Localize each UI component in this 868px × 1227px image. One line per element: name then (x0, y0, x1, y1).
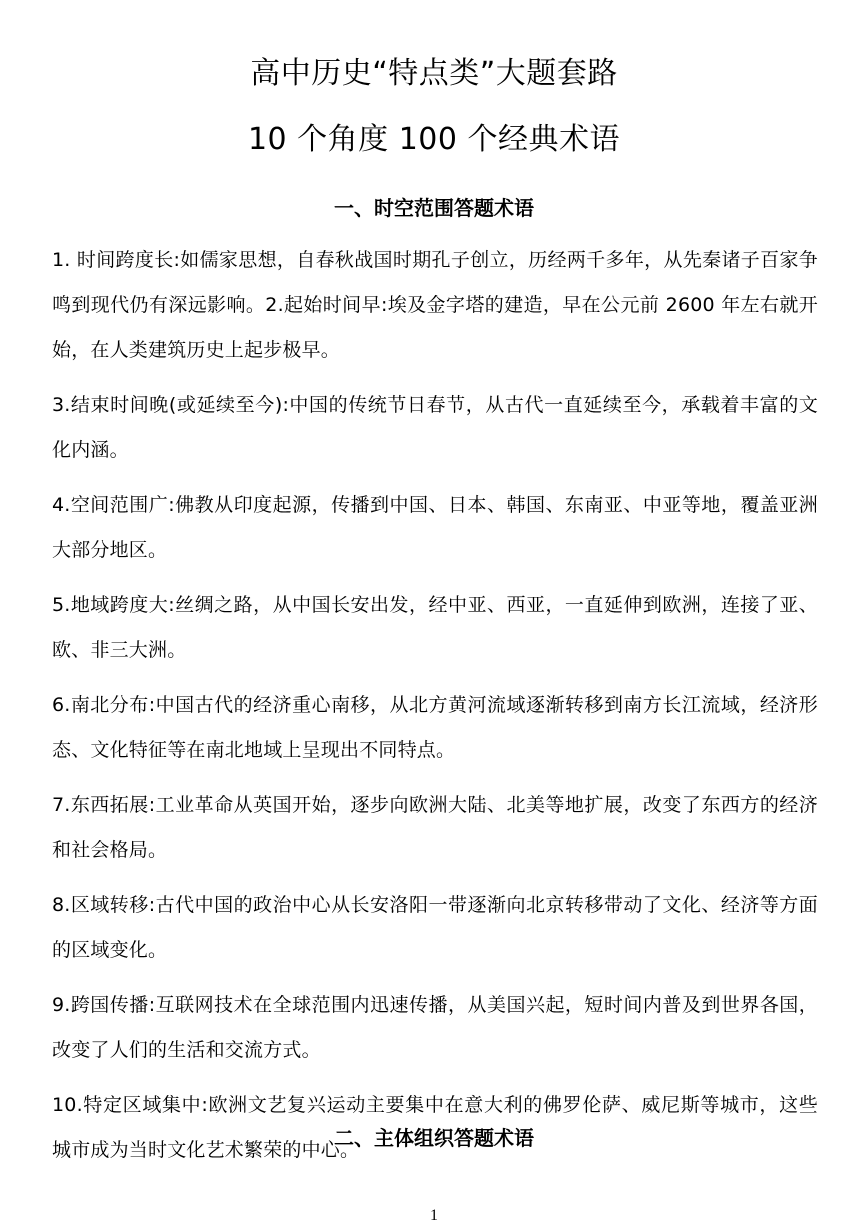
paragraph-1: 1. 时间跨度长:如儒家思想，自春秋战国时期孔子创立，历经两千多年，从先秦诸子百家争鸣到现代仍有深远影响。2.起始时间早:埃及金字塔的建造，早在公元前 2600 年左右就开始，在人类建筑历史上起步极早。 (52, 249, 818, 361)
paragraph-10: 10.特定区域集中:欧洲文艺复兴运动主要集中在意大利的佛罗伦萨、威尼斯等城市，这些城市成为当时文化艺术繁荣的中心。 (52, 1094, 818, 1161)
document-title: 高中历史“特点类”大题套路 (250, 56, 618, 91)
paragraph-4: 4.空间范围广:佛教从印度起源，传播到中国、日本、韩国、东南亚、中亚等地，覆盖亚洲大部分地区。 (52, 494, 818, 561)
paragraph-8: 8.区域转移:古代中国的政治中心从长安洛阳一带逐渐向北京转移带动了文化、经济等方面的区域变化。 (52, 894, 818, 961)
paragraph-3: 3.结束时间晚(或延续至今):中国的传统节日春节，从古代一直延续至今，承载着丰富的文化内涵。 (52, 394, 818, 461)
paragraph-6: 6.南北分布:中国古代的经济重心南移，从北方黄河流域逐渐转移到南方长江流域，经济形态、文化特征等在南北地域上呈现出不同特点。 (52, 694, 818, 761)
document-subtitle: 10 个角度 100 个经典术语 (247, 122, 621, 157)
section-1-body (52, 238, 818, 1183)
paragraph-9: 9.跨国传播:互联网技术在全球范围内迅速传播，从美国兴起，短时间内普及到世界各国，改变了人们的生活和交流方式。 (52, 994, 818, 1061)
paragraph-5: 5.地域跨度大:丝绸之路，从中国长安出发，经中亚、西亚，一直延伸到欧洲，连接了亚、欧、非三大洲。 (52, 594, 818, 661)
section-heading-2: 二、主体组织答题术语 (334, 1126, 534, 1150)
page-number: 1 (430, 1207, 438, 1224)
section-heading-1: 一、时空范围答题术语 (334, 196, 534, 220)
paragraph-7: 7.东西拓展:工业革命从英国开始，逐步向欧洲大陆、北美等地扩展，改变了东西方的经济和社会格局。 (52, 794, 818, 861)
